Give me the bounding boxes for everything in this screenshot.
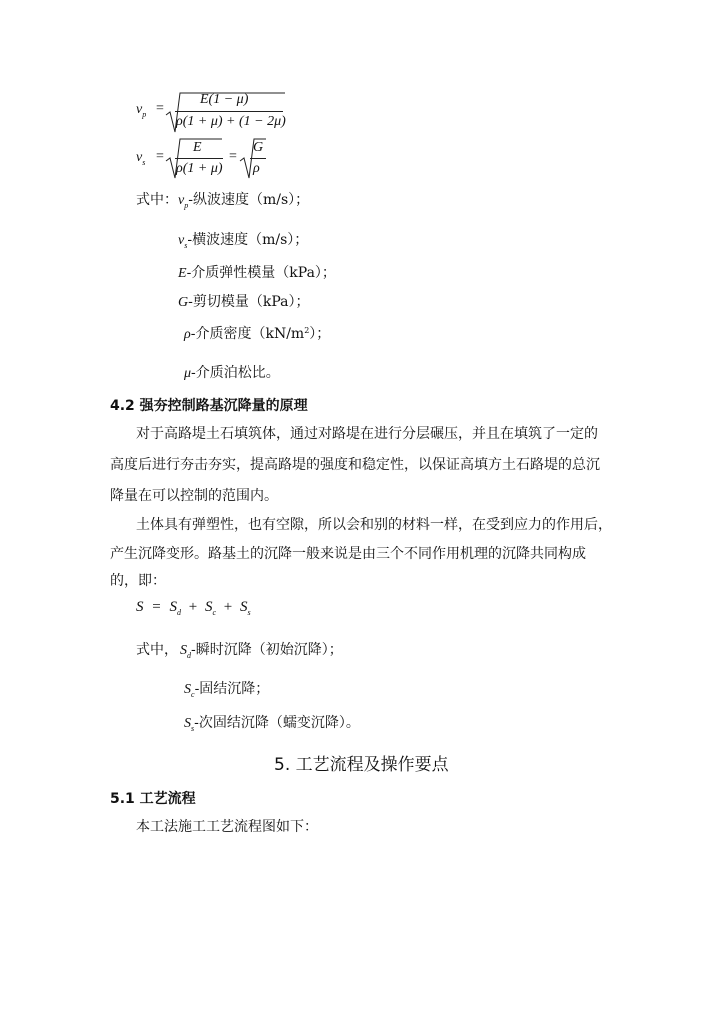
vp-numerator: E(1 − μ) (200, 92, 249, 107)
where-lead-1: 式中： (136, 192, 178, 208)
vp-equals: = (156, 101, 164, 116)
where1-item-vs: $v_s-$横波速度（m/s）； (178, 232, 309, 250)
vs-symbol: v (136, 150, 143, 165)
where-lead-2: 式中， (136, 642, 178, 658)
vs-denominator-2: ρ (253, 161, 260, 176)
section-5-1-paragraph: 本工法施工工艺流程图如下： (136, 819, 318, 835)
vp-symbol: v (136, 102, 143, 117)
formula-s: $S = S_d + S_c + S_s$ (136, 599, 251, 617)
paragraph-line: 高度后进行夯击夯实，提高路堤的强度和稳定性，以保证高填方土石路堤的总沉 (110, 457, 600, 473)
vs-equals: = (156, 149, 164, 164)
vs-numerator-2: G (253, 140, 264, 155)
paragraph-line: 土体具有弹塑性，也有空隙，所以会和别的材料一样，在受到应力的作用后， (136, 517, 612, 533)
paragraph-line: 降量在可以控制的范围内。 (110, 488, 278, 504)
where2-item-ss: $S_s-$次固结沉降（蠕变沉降）。 (184, 715, 360, 733)
where1-item-mu: μ-介质泊松比。 (184, 365, 280, 381)
section-5-1-heading: 5.1 工艺流程 (110, 791, 196, 807)
section-4-2-heading: 4.2 强夯控制路基沉降量的原理 (110, 398, 308, 414)
paragraph-line: 的，即： (110, 573, 166, 589)
vp-subscript: p (142, 110, 147, 119)
where2-item-sc: $S_c-$固结沉降； (184, 681, 270, 699)
where2-item-sd: $S_d-$瞬时沉降（初始沉降）； (180, 642, 343, 660)
vs-numerator: E (193, 140, 202, 155)
where1-item-g: G-剪切模量（kPa）； (178, 294, 310, 310)
paragraph-line: 对于高路堤土石填筑体，通过对路堤在进行分层碾压，并且在填筑了一定的 (136, 426, 598, 442)
vs-fraction-bar-1 (175, 158, 223, 159)
vs-equals-2: = (229, 149, 237, 164)
vs-fraction-bar-2 (250, 158, 266, 159)
where1-item-rho: ρ-介质密度$(kN/m^2)$； (184, 326, 331, 342)
chapter-5-heading: 5. 工艺流程及操作要点 (274, 755, 449, 775)
vs-denominator: ρ(1 + μ) (176, 161, 223, 176)
paragraph-line: 产生沉降变形。路基土的沉降一般来说是由三个不同作用机理的沉降共同构成 (110, 546, 586, 562)
vs-subscript: s (142, 158, 146, 167)
where1-item-e: E-介质弹性模量（kPa）； (178, 265, 336, 281)
vp-fraction-bar (175, 111, 283, 112)
where1-item-vp: $v_p-$纵波速度（m/s）； (178, 192, 310, 210)
vp-denominator: ρ(1 + μ) + (1 − 2μ) (176, 114, 286, 129)
